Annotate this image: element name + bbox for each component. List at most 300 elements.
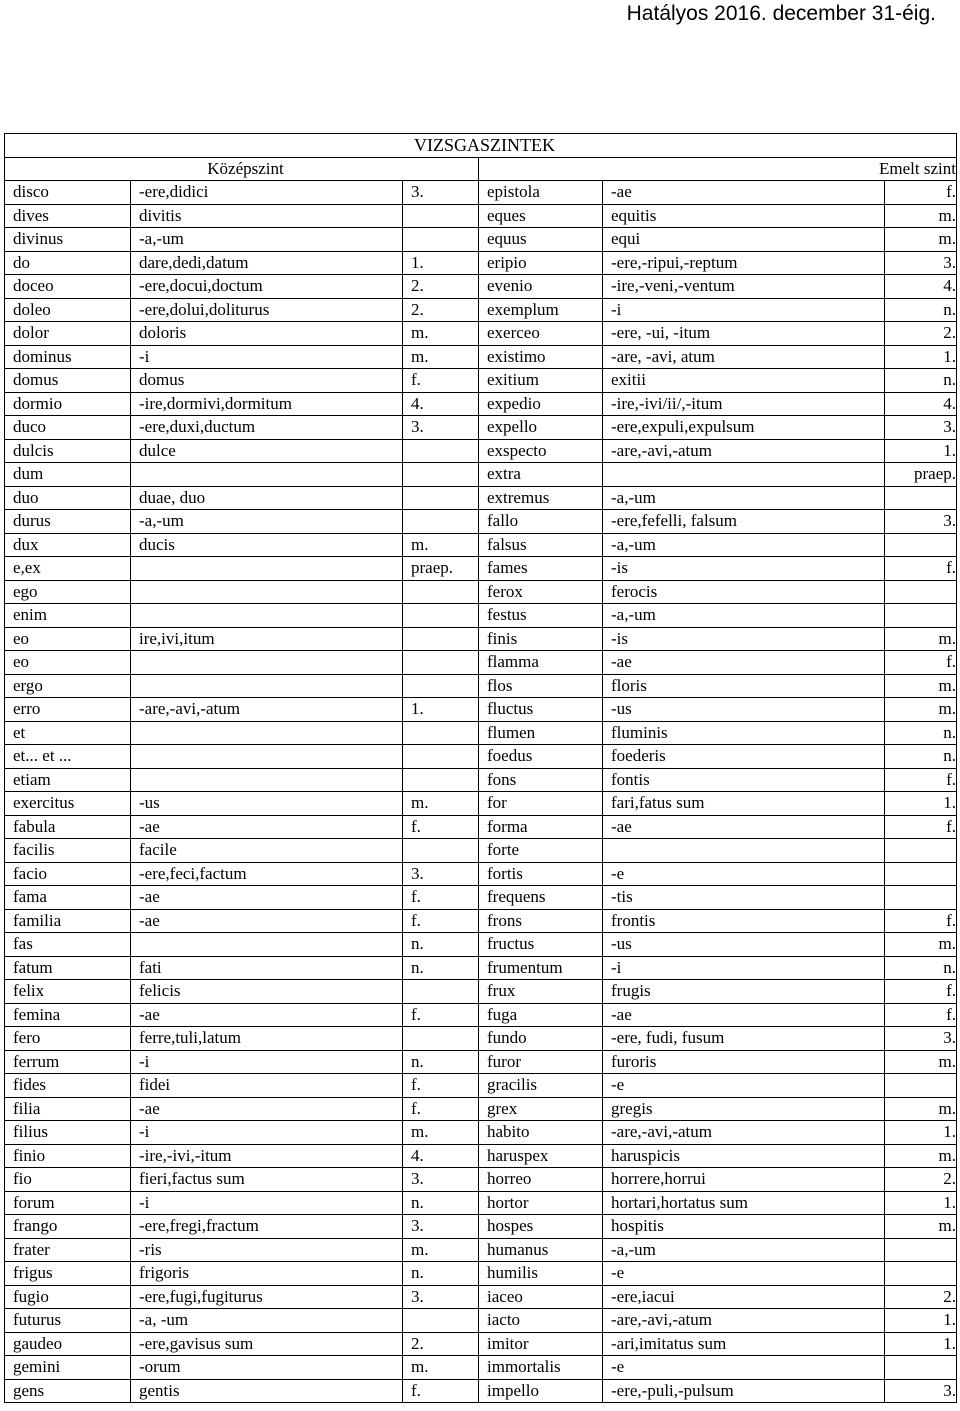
latin-word: filius (5, 1121, 131, 1145)
grammar-tag: 4. (403, 1144, 479, 1168)
grammar-tag (403, 839, 479, 863)
latin-word-advanced: finis (479, 627, 603, 651)
grammar-tag: m. (403, 533, 479, 557)
table-row (5, 392, 957, 416)
grammar-tag-advanced (885, 533, 957, 557)
latin-word-advanced: extremus (479, 486, 603, 510)
latin-forms: -ere,fregi,fractum (131, 1215, 403, 1239)
latin-word: dives (5, 204, 131, 228)
grammar-tag (403, 228, 479, 252)
latin-forms: doloris (131, 322, 403, 346)
latin-forms-advanced: -ere,-ripui,-reptum (603, 251, 885, 275)
table-row (5, 698, 957, 722)
grammar-tag-advanced: 1. (885, 1191, 957, 1215)
table-row (5, 298, 957, 322)
latin-forms-advanced: -is (603, 557, 885, 581)
table-row (5, 980, 957, 1004)
latin-word-advanced: eques (479, 204, 603, 228)
latin-forms-advanced: -are,-avi,-atum (603, 439, 885, 463)
latin-forms-advanced: -ere, -ui, -itum (603, 322, 885, 346)
latin-forms: frigoris (131, 1262, 403, 1286)
latin-forms: -ere,dolui,doliturus (131, 298, 403, 322)
table-title-row (5, 134, 957, 158)
grammar-tag-advanced: 4. (885, 275, 957, 299)
latin-word-advanced: fallo (479, 510, 603, 534)
grammar-tag: 3. (403, 181, 479, 205)
latin-word: ego (5, 580, 131, 604)
latin-word: gaudeo (5, 1332, 131, 1356)
latin-word: frater (5, 1238, 131, 1262)
grammar-tag-advanced (885, 486, 957, 510)
latin-word-advanced: iaceo (479, 1285, 603, 1309)
latin-word: familia (5, 909, 131, 933)
table-row (5, 1097, 957, 1121)
latin-word: etiam (5, 768, 131, 792)
latin-forms: facile (131, 839, 403, 863)
latin-forms-advanced: furoris (603, 1050, 885, 1074)
latin-word-advanced: expedio (479, 392, 603, 416)
latin-word-advanced: falsus (479, 533, 603, 557)
latin-forms: dulce (131, 439, 403, 463)
grammar-tag-advanced: f. (885, 651, 957, 675)
latin-forms-advanced: frugis (603, 980, 885, 1004)
table-row (5, 1309, 957, 1333)
latin-word-advanced: epistola (479, 181, 603, 205)
latin-word: fas (5, 933, 131, 957)
latin-word: dux (5, 533, 131, 557)
grammar-tag: 3. (403, 416, 479, 440)
grammar-tag: m. (403, 1238, 479, 1262)
grammar-tag (403, 721, 479, 745)
latin-forms: felicis (131, 980, 403, 1004)
grammar-tag-advanced: f. (885, 980, 957, 1004)
table-row (5, 1050, 957, 1074)
latin-word: fides (5, 1074, 131, 1098)
grammar-tag (403, 439, 479, 463)
latin-word: doleo (5, 298, 131, 322)
grammar-tag-advanced: 2. (885, 1285, 957, 1309)
grammar-tag-advanced: 3. (885, 1379, 957, 1403)
latin-word-advanced: fons (479, 768, 603, 792)
table-row (5, 1003, 957, 1027)
latin-word-advanced: exerceo (479, 322, 603, 346)
latin-word-advanced: hospes (479, 1215, 603, 1239)
latin-word-advanced: exitium (479, 369, 603, 393)
grammar-tag-advanced: 3. (885, 510, 957, 534)
table-row (5, 1356, 957, 1380)
latin-forms: -are,-avi,-atum (131, 698, 403, 722)
latin-forms-advanced: -ae (603, 815, 885, 839)
latin-word: duco (5, 416, 131, 440)
latin-word: forum (5, 1191, 131, 1215)
latin-word-advanced: fames (479, 557, 603, 581)
latin-word: duo (5, 486, 131, 510)
grammar-tag: f. (403, 815, 479, 839)
latin-word: frango (5, 1215, 131, 1239)
latin-forms-advanced: -ae (603, 1003, 885, 1027)
table-row (5, 416, 957, 440)
latin-forms: -i (131, 1050, 403, 1074)
grammar-tag (403, 510, 479, 534)
vocabulary-table (4, 133, 957, 1403)
table-row (5, 956, 957, 980)
grammar-tag (403, 1309, 479, 1333)
grammar-tag-advanced: m. (885, 1144, 957, 1168)
table-row (5, 1027, 957, 1051)
table-row (5, 322, 957, 346)
latin-word-advanced: fuga (479, 1003, 603, 1027)
latin-forms: -ere,docui,doctum (131, 275, 403, 299)
latin-word-advanced: humilis (479, 1262, 603, 1286)
latin-forms: -ae (131, 1003, 403, 1027)
table-row (5, 1379, 957, 1403)
latin-forms-advanced: -ae (603, 181, 885, 205)
latin-forms: -i (131, 1121, 403, 1145)
latin-word-advanced: flos (479, 674, 603, 698)
latin-forms: -ae (131, 909, 403, 933)
latin-word-advanced: flumen (479, 721, 603, 745)
grammar-tag-advanced: m. (885, 698, 957, 722)
latin-forms-advanced (603, 839, 885, 863)
table-row (5, 1168, 957, 1192)
grammar-tag-advanced: n. (885, 298, 957, 322)
level-header-row (5, 157, 957, 181)
latin-forms: fati (131, 956, 403, 980)
latin-word: dulcis (5, 439, 131, 463)
grammar-tag-advanced: m. (885, 627, 957, 651)
latin-word: fama (5, 886, 131, 910)
latin-forms-advanced: -e (603, 862, 885, 886)
grammar-tag-advanced: n. (885, 369, 957, 393)
table-row (5, 557, 957, 581)
latin-forms: domus (131, 369, 403, 393)
grammar-tag (403, 627, 479, 651)
grammar-tag: 4. (403, 392, 479, 416)
latin-word-advanced: expello (479, 416, 603, 440)
table-row (5, 1215, 957, 1239)
table-row (5, 204, 957, 228)
grammar-tag-advanced (885, 604, 957, 628)
latin-word-advanced: ferox (479, 580, 603, 604)
latin-word: dominus (5, 345, 131, 369)
grammar-tag-advanced (885, 862, 957, 886)
latin-word: enim (5, 604, 131, 628)
latin-forms (131, 721, 403, 745)
grammar-tag (403, 674, 479, 698)
latin-forms-advanced: -i (603, 298, 885, 322)
latin-word: erro (5, 698, 131, 722)
latin-word-advanced: imitor (479, 1332, 603, 1356)
latin-forms-advanced: fari,fatus sum (603, 792, 885, 816)
table-row (5, 627, 957, 651)
latin-word: felix (5, 980, 131, 1004)
latin-word-advanced: horreo (479, 1168, 603, 1192)
latin-forms: fidei (131, 1074, 403, 1098)
table-row (5, 815, 957, 839)
grammar-tag: 2. (403, 1332, 479, 1356)
latin-word-advanced: flamma (479, 651, 603, 675)
latin-forms: -us (131, 792, 403, 816)
latin-forms-advanced: -are,-avi,-atum (603, 1309, 885, 1333)
table-row (5, 651, 957, 675)
latin-forms: -ae (131, 815, 403, 839)
latin-word-advanced: for (479, 792, 603, 816)
latin-forms-advanced: -ae (603, 651, 885, 675)
latin-forms: divitis (131, 204, 403, 228)
grammar-tag: f. (403, 886, 479, 910)
latin-forms: duae, duo (131, 486, 403, 510)
latin-forms-advanced: -a,-um (603, 1238, 885, 1262)
grammar-tag: 3. (403, 1215, 479, 1239)
latin-word-advanced: frequens (479, 886, 603, 910)
grammar-tag: n. (403, 956, 479, 980)
table-row (5, 510, 957, 534)
table-row (5, 1262, 957, 1286)
table-row (5, 674, 957, 698)
grammar-tag: 1. (403, 251, 479, 275)
grammar-tag-advanced: 1. (885, 345, 957, 369)
latin-word: fio (5, 1168, 131, 1192)
latin-word: e,ex (5, 557, 131, 581)
latin-forms: gentis (131, 1379, 403, 1403)
latin-forms-advanced: -ere, fudi, fusum (603, 1027, 885, 1051)
grammar-tag (403, 580, 479, 604)
table-row (5, 181, 957, 205)
latin-forms-advanced: -a,-um (603, 604, 885, 628)
latin-forms-advanced: -are,-avi,-atum (603, 1121, 885, 1145)
table-row (5, 463, 957, 487)
table-row (5, 275, 957, 299)
latin-forms: -ae (131, 1097, 403, 1121)
latin-word: divinus (5, 228, 131, 252)
latin-forms-advanced: equitis (603, 204, 885, 228)
grammar-tag (403, 745, 479, 769)
latin-forms-advanced: fontis (603, 768, 885, 792)
level-left-header: Középszint (5, 157, 479, 181)
latin-word: gens (5, 1379, 131, 1403)
grammar-tag-advanced: m. (885, 674, 957, 698)
grammar-tag: 1. (403, 698, 479, 722)
latin-forms-advanced: equi (603, 228, 885, 252)
latin-word: facilis (5, 839, 131, 863)
grammar-tag-advanced: f. (885, 557, 957, 581)
grammar-tag: f. (403, 1097, 479, 1121)
latin-word-advanced: immortalis (479, 1356, 603, 1380)
table-row (5, 1191, 957, 1215)
grammar-tag-advanced: f. (885, 909, 957, 933)
latin-forms-advanced: gregis (603, 1097, 885, 1121)
latin-word-advanced: habito (479, 1121, 603, 1145)
grammar-tag-advanced (885, 580, 957, 604)
table-row (5, 1285, 957, 1309)
grammar-tag-advanced (885, 1356, 957, 1380)
table-row (5, 251, 957, 275)
table-row (5, 228, 957, 252)
grammar-tag (403, 768, 479, 792)
grammar-tag: 3. (403, 862, 479, 886)
grammar-tag-advanced: 1. (885, 1332, 957, 1356)
grammar-tag-advanced: m. (885, 1097, 957, 1121)
grammar-tag-advanced: f. (885, 768, 957, 792)
grammar-tag-advanced: m. (885, 204, 957, 228)
latin-forms-advanced: hospitis (603, 1215, 885, 1239)
grammar-tag-advanced: 3. (885, 1027, 957, 1051)
grammar-tag-advanced: 1. (885, 1121, 957, 1145)
grammar-tag-advanced: m. (885, 228, 957, 252)
grammar-tag-advanced: n. (885, 956, 957, 980)
table-row (5, 439, 957, 463)
table-row (5, 909, 957, 933)
latin-forms-advanced: -tis (603, 886, 885, 910)
latin-forms: -ere,didici (131, 181, 403, 205)
level-right-header: Emelt szint (479, 157, 957, 181)
grammar-tag: m. (403, 345, 479, 369)
grammar-tag: n. (403, 1191, 479, 1215)
latin-forms: -ere,fugi,fugiturus (131, 1285, 403, 1309)
latin-forms-advanced: -us (603, 933, 885, 957)
latin-forms-advanced: -e (603, 1356, 885, 1380)
grammar-tag-advanced (885, 1074, 957, 1098)
latin-word: fabula (5, 815, 131, 839)
grammar-tag (403, 604, 479, 628)
latin-word: futurus (5, 1309, 131, 1333)
latin-word: eo (5, 627, 131, 651)
grammar-tag-advanced: 3. (885, 416, 957, 440)
grammar-tag: praep. (403, 557, 479, 581)
latin-forms-advanced: -a,-um (603, 486, 885, 510)
latin-word: fatum (5, 956, 131, 980)
latin-word-advanced: foedus (479, 745, 603, 769)
grammar-tag: f. (403, 1379, 479, 1403)
latin-forms-advanced: foederis (603, 745, 885, 769)
table-row (5, 886, 957, 910)
latin-forms (131, 933, 403, 957)
grammar-tag: 3. (403, 1285, 479, 1309)
table-row (5, 580, 957, 604)
grammar-tag: f. (403, 1003, 479, 1027)
latin-word-advanced: furor (479, 1050, 603, 1074)
latin-forms: fieri,factus sum (131, 1168, 403, 1192)
latin-forms: -ris (131, 1238, 403, 1262)
latin-word: domus (5, 369, 131, 393)
table-row (5, 745, 957, 769)
table-row (5, 369, 957, 393)
grammar-tag-advanced (885, 1238, 957, 1262)
grammar-tag-advanced: f. (885, 181, 957, 205)
latin-forms: -orum (131, 1356, 403, 1380)
latin-forms-advanced: -us (603, 698, 885, 722)
grammar-tag-advanced: n. (885, 745, 957, 769)
latin-word-advanced: humanus (479, 1238, 603, 1262)
latin-forms: -ire,dormivi,dormitum (131, 392, 403, 416)
latin-forms: -i (131, 1191, 403, 1215)
latin-forms-advanced: horrere,horrui (603, 1168, 885, 1192)
latin-word-advanced: existimo (479, 345, 603, 369)
latin-word-advanced: festus (479, 604, 603, 628)
latin-word: eo (5, 651, 131, 675)
latin-word-advanced: haruspex (479, 1144, 603, 1168)
latin-word: filia (5, 1097, 131, 1121)
table-row (5, 345, 957, 369)
table-row (5, 768, 957, 792)
table-row (5, 486, 957, 510)
latin-forms (131, 674, 403, 698)
grammar-tag (403, 1027, 479, 1051)
grammar-tag-advanced: 3. (885, 251, 957, 275)
grammar-tag-advanced: 1. (885, 1309, 957, 1333)
latin-forms (131, 651, 403, 675)
grammar-tag: 2. (403, 275, 479, 299)
latin-word-advanced: exspecto (479, 439, 603, 463)
latin-word-advanced: extra (479, 463, 603, 487)
grammar-tag-advanced: m. (885, 1215, 957, 1239)
latin-forms-advanced: exitii (603, 369, 885, 393)
latin-forms: -ae (131, 886, 403, 910)
grammar-tag: m. (403, 792, 479, 816)
latin-word: fero (5, 1027, 131, 1051)
grammar-tag (403, 486, 479, 510)
latin-word: et (5, 721, 131, 745)
latin-forms: -a,-um (131, 228, 403, 252)
latin-word-advanced: forma (479, 815, 603, 839)
grammar-tag (403, 651, 479, 675)
grammar-tag: 2. (403, 298, 479, 322)
latin-forms: ferre,tuli,latum (131, 1027, 403, 1051)
grammar-tag: f. (403, 369, 479, 393)
latin-word-advanced: exemplum (479, 298, 603, 322)
latin-word: dormio (5, 392, 131, 416)
validity-note: Hatályos 2016. december 31-éig. (626, 2, 936, 25)
latin-word-advanced: fundo (479, 1027, 603, 1051)
grammar-tag (403, 463, 479, 487)
latin-word-advanced: iacto (479, 1309, 603, 1333)
latin-word: do (5, 251, 131, 275)
table-row (5, 1144, 957, 1168)
grammar-tag-advanced: 2. (885, 322, 957, 346)
latin-forms-advanced: -ere,fefelli, falsum (603, 510, 885, 534)
latin-forms: -i (131, 345, 403, 369)
grammar-tag-advanced (885, 886, 957, 910)
grammar-tag: n. (403, 933, 479, 957)
latin-forms-advanced: -e (603, 1074, 885, 1098)
grammar-tag: m. (403, 1356, 479, 1380)
grammar-tag-advanced: 4. (885, 392, 957, 416)
latin-forms: -ere,gavisus sum (131, 1332, 403, 1356)
latin-word: frigus (5, 1262, 131, 1286)
grammar-tag: m. (403, 322, 479, 346)
grammar-tag-advanced: 1. (885, 792, 957, 816)
latin-word-advanced: impello (479, 1379, 603, 1403)
grammar-tag: n. (403, 1050, 479, 1074)
latin-forms-advanced: -is (603, 627, 885, 651)
latin-forms (131, 463, 403, 487)
latin-forms-advanced: -a,-um (603, 533, 885, 557)
latin-forms (131, 580, 403, 604)
latin-word-advanced: eripio (479, 251, 603, 275)
latin-word-advanced: hortor (479, 1191, 603, 1215)
grammar-tag: 3. (403, 1168, 479, 1192)
latin-forms-advanced: ferocis (603, 580, 885, 604)
latin-word-advanced: forte (479, 839, 603, 863)
latin-word: ergo (5, 674, 131, 698)
latin-forms-advanced: -ari,imitatus sum (603, 1332, 885, 1356)
table-row (5, 1121, 957, 1145)
latin-word-advanced: frux (479, 980, 603, 1004)
latin-word: finio (5, 1144, 131, 1168)
latin-forms-advanced: fluminis (603, 721, 885, 745)
grammar-tag-advanced: n. (885, 721, 957, 745)
latin-word: durus (5, 510, 131, 534)
